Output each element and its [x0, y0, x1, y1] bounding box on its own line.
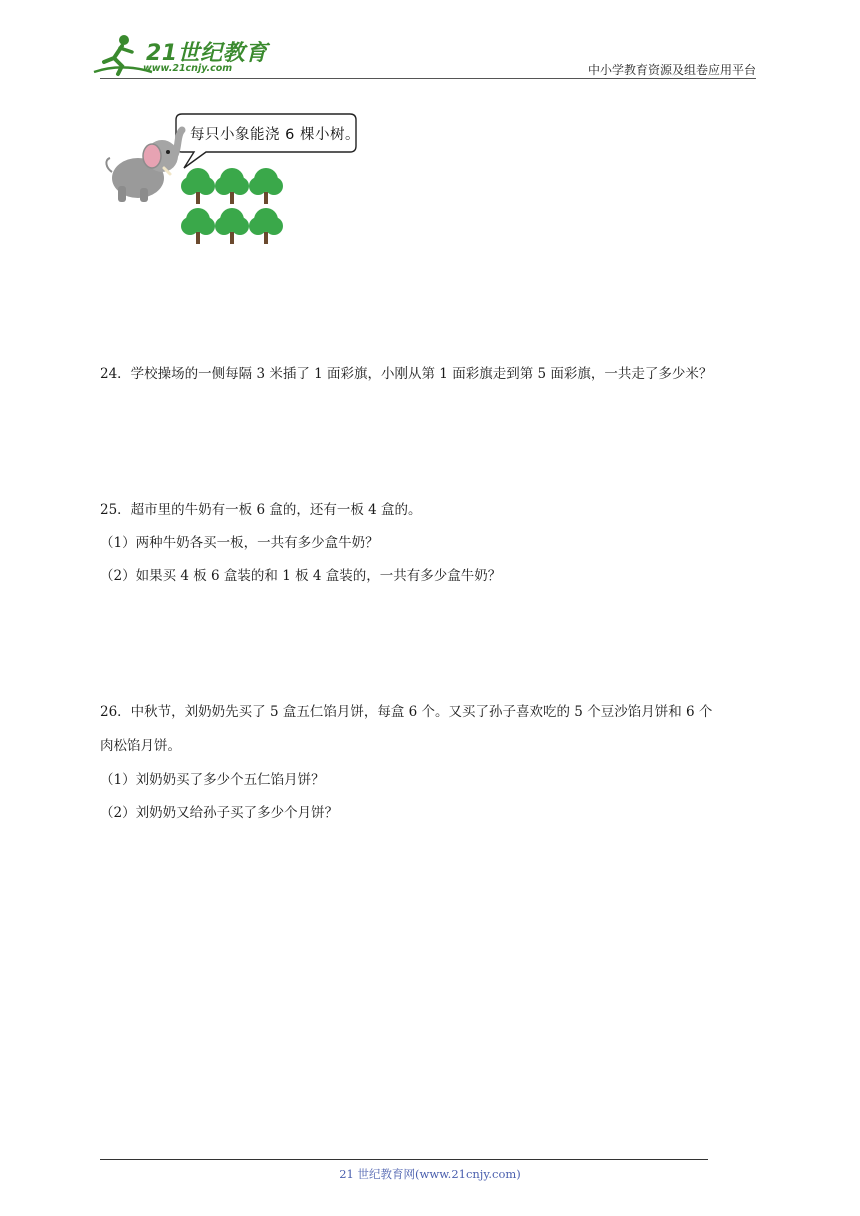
header-divider — [100, 78, 756, 79]
question-25-sub-2: （2）如果买 4 板 6 盒装的和 1 板 4 盒装的，一共有多少盒牛奶？ — [100, 568, 502, 584]
question-26-line-2: 肉松馅月饼。 — [100, 738, 181, 754]
question-26-line-1: 26．中秋节，刘奶奶先买了 5 盒五仁馅月饼，每盒 6 个。又买了孙子喜欢吃的 5 个豆沙馅月饼和 6 个 — [100, 704, 713, 720]
speech-bubble-text: 每只小象能浇 6 棵小树。 — [190, 127, 360, 143]
question-25-sub-1: （1）两种牛奶各买一板，一共有多少盒牛奶？ — [100, 535, 379, 551]
elephant-icon — [106, 130, 182, 202]
question-24: 24．学校操场的一侧每隔 3 米插了 1 面彩旗，小刚从第 1 面彩旗走到第 5 面彩旗，一共走了多少米？ — [100, 366, 713, 382]
footer-site-link[interactable]: 21 世纪教育网(www.21cnjy.com) — [339, 1167, 521, 1181]
question-26-sub-1: （1）刘奶奶买了多少个五仁馅月饼？ — [100, 772, 325, 788]
question-25: 25．超市里的牛奶有一板 6 盒的，还有一板 4 盒的。 — [100, 502, 422, 518]
tree-icon — [181, 168, 283, 244]
header-platform-text: 中小学教育资源及组卷应用平台 — [587, 63, 756, 77]
question-26-sub-2: （2）刘奶奶又给孙子买了多少个月饼？ — [100, 805, 339, 821]
logo-brand: 21世纪教育 — [146, 41, 268, 66]
footer-divider — [100, 1159, 708, 1160]
logo-url: www.21cnjy.com — [143, 63, 233, 74]
